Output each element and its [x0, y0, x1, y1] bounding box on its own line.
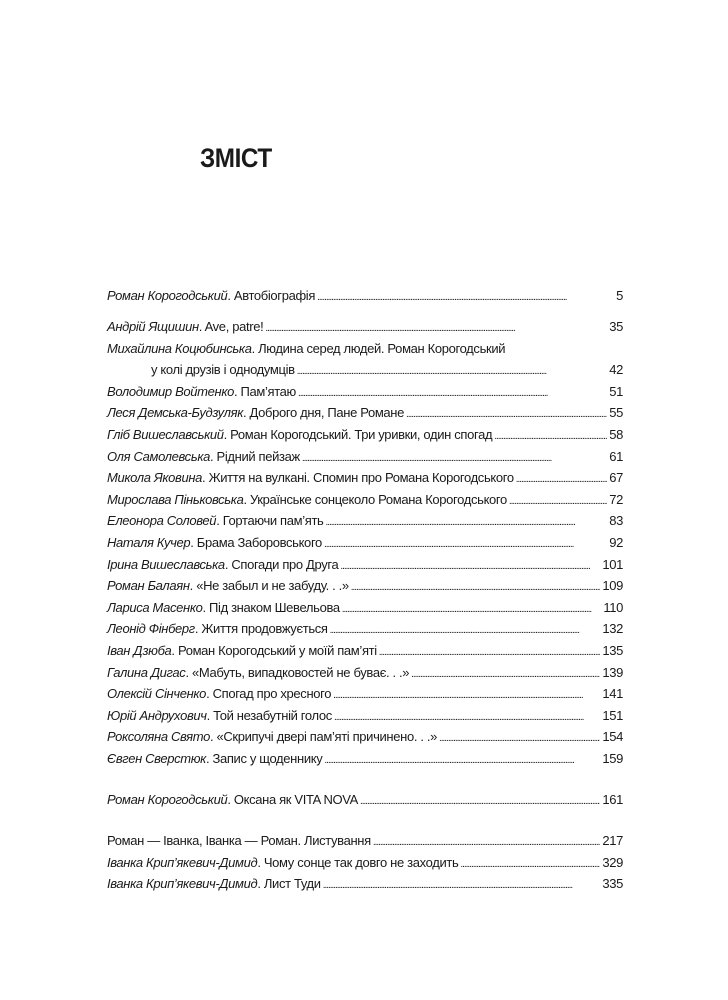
toc-page-number: 139	[602, 664, 623, 680]
toc-page-number: 51	[609, 383, 623, 399]
toc-title: . Життя продовжується	[194, 621, 328, 637]
toc-title: . Автобіографія	[227, 288, 316, 303]
toc-entry[interactable]	[107, 640, 623, 662]
page-title: ЗМІСТ	[200, 143, 272, 173]
toc-author: Євген Сверстюк	[107, 750, 206, 766]
toc-title: Роман — Іванка, Іванка — Роман. Листування	[107, 833, 371, 848]
toc-page-number: 61	[609, 448, 623, 464]
dot-leader	[439, 726, 600, 750]
toc-author: Роксоляна Свято	[107, 729, 210, 745]
toc-title: . Оксана як VITA NOVA	[227, 792, 358, 807]
dot-leader	[324, 532, 607, 556]
toc-author: Юрій Андрухович	[107, 707, 207, 723]
toc-entry[interactable]	[107, 285, 623, 307]
dot-leader	[323, 873, 601, 897]
toc-author: Іван Дзюба	[107, 642, 172, 658]
toc-author: Роман Балаян	[107, 578, 190, 594]
toc-author: Володимир Войтенко	[107, 383, 234, 399]
toc-entry-continuation[interactable]	[107, 359, 623, 381]
toc-title: . Пам’ятаю	[234, 383, 296, 399]
dot-leader	[297, 359, 608, 383]
toc-title: . Той незабутній голос	[206, 707, 332, 723]
toc-author: Леонід Фінберг	[107, 621, 195, 637]
toc-page-number: 159	[602, 750, 623, 766]
toc-title: . Лист Туди	[257, 876, 321, 892]
toc-entry[interactable]	[107, 705, 623, 727]
toc-title: . Рідний пейзаж	[210, 448, 300, 464]
toc-author: Леся Демська-Будзуляк	[107, 405, 243, 421]
toc-page-number: 151	[602, 707, 623, 723]
toc-author: Андрій Ящишин	[107, 319, 199, 334]
toc-page-number: 58	[609, 426, 623, 442]
toc-entry[interactable]	[107, 467, 623, 489]
toc-page-number: 35	[609, 319, 623, 334]
toc-entry[interactable]	[107, 446, 623, 468]
toc-title: . Спогади про Друга	[224, 556, 339, 572]
toc-entry[interactable]	[107, 726, 623, 748]
toc-title: . «Мабуть, випадковостей не буває. . .»	[185, 664, 410, 680]
toc-author: Роман Корогодський	[107, 288, 228, 303]
toc-title: . Запис у щоденнику	[205, 750, 323, 766]
toc-page-number: 92	[609, 534, 623, 550]
dot-leader	[406, 402, 607, 426]
toc-author: Лариса Масенко	[107, 599, 203, 615]
toc-page-number: 72	[609, 491, 623, 507]
toc-entry[interactable]	[107, 852, 623, 874]
toc-group-correspondence	[107, 830, 623, 895]
toc-page-number: 329	[602, 854, 623, 870]
toc-entry[interactable]	[107, 338, 623, 360]
dot-leader	[302, 446, 607, 470]
toc-page-number: 154	[602, 729, 623, 745]
dot-leader	[342, 597, 602, 621]
toc-author: Іванка Крип’якевич-Димид	[107, 876, 258, 892]
dot-leader	[494, 424, 607, 448]
toc-entry[interactable]	[107, 510, 623, 532]
toc-author: Галина Дигас	[107, 664, 186, 680]
toc-entry[interactable]	[107, 683, 623, 705]
toc-title: . Українське сонцеколо Романа Корогодського	[243, 491, 507, 507]
toc-page-number: 135	[602, 642, 623, 658]
dot-leader	[373, 830, 601, 854]
toc-title: . Життя на вулкані. Спомин про Романа Корогодського	[202, 470, 514, 486]
toc-author: Елеонора Соловей	[107, 513, 217, 529]
toc-title: . «Не забыл и не забуду. . .»	[189, 578, 349, 594]
toc-entry[interactable]	[107, 618, 623, 640]
toc-entry[interactable]	[107, 532, 623, 554]
toc-author: Олексій Сінченко	[107, 686, 207, 702]
toc-title: . Спогад про хресного	[206, 686, 332, 702]
dot-leader	[509, 489, 607, 513]
toc-author: Михайлина Коцюбинська	[107, 340, 252, 356]
toc-group-autobiography	[107, 285, 623, 307]
toc-author: Микола Яковина	[107, 470, 203, 486]
toc-entry[interactable]	[107, 748, 623, 770]
toc-title: . Гортаючи пам’ять	[216, 513, 324, 529]
toc-entry[interactable]	[107, 789, 623, 811]
toc-page-number: 67	[609, 470, 623, 486]
toc-entry[interactable]	[107, 316, 623, 338]
toc-entry[interactable]	[107, 597, 623, 619]
toc-page-number: 335	[602, 876, 623, 892]
toc-title: . Чому сонце так довго не заходить	[257, 854, 459, 870]
toc-author: Наталя Кучер	[107, 534, 191, 550]
dot-leader	[360, 789, 600, 813]
dot-leader	[298, 381, 607, 405]
toc-entry[interactable]	[107, 554, 623, 576]
toc-title: . Ave, patre!	[198, 319, 264, 334]
toc-author: Ірина Вишеславська	[107, 556, 225, 572]
toc-title: . Роман Корогодський у моїй пам’яті	[171, 642, 377, 658]
toc-group-oksana	[107, 789, 623, 811]
dot-leader	[333, 683, 600, 707]
dot-leader	[265, 316, 607, 340]
toc-page-number: 161	[602, 792, 623, 807]
toc-title-continuation: у колі друзів і однодумців	[151, 362, 295, 378]
toc-entry[interactable]	[107, 402, 623, 424]
dot-leader	[411, 662, 600, 686]
toc-page-number: 5	[616, 288, 623, 303]
toc-author: Іванка Крип’якевич-Димид	[107, 854, 258, 870]
toc-title: . Доброго дня, Пане Романе	[242, 405, 405, 421]
toc-entry[interactable]	[107, 489, 623, 511]
dot-leader	[330, 618, 601, 642]
toc-page-number: 55	[609, 405, 623, 421]
toc-page-number: 110	[603, 599, 623, 615]
toc-entry[interactable]	[107, 424, 623, 446]
toc-entry[interactable]	[107, 830, 623, 852]
toc-author: Мирослава Піньковська	[107, 491, 244, 507]
dot-leader	[379, 640, 601, 664]
toc-group-memoirs	[107, 316, 623, 769]
toc-entry[interactable]	[107, 575, 623, 597]
toc-page-number: 83	[609, 513, 623, 529]
toc-page-number: 132	[602, 621, 623, 637]
dot-leader	[516, 467, 608, 491]
dot-leader	[340, 554, 600, 578]
toc-title: . Роман Корогодський. Три уривки, один спогад	[223, 426, 493, 442]
dot-leader	[351, 575, 601, 599]
toc-author: Оля Самолевська	[107, 448, 210, 464]
toc-title: . Під знаком Шевельова	[202, 599, 340, 615]
toc-title: . Брама Заборовського	[190, 534, 322, 550]
toc-page-number: 141	[602, 686, 623, 702]
toc-title: . «Скрипучі двері пам’яті причинено. . .»	[209, 729, 438, 745]
toc-title: . Людина серед людей. Роман Корогодський	[251, 340, 506, 356]
toc-page-number: 101	[602, 556, 623, 572]
toc-entry[interactable]	[107, 381, 623, 403]
toc-page-number: 217	[602, 833, 623, 848]
toc-author: Роман Корогодський	[107, 792, 228, 807]
toc-page-number: 109	[602, 578, 623, 594]
toc-page-number: 42	[609, 362, 623, 378]
dot-leader	[325, 510, 607, 534]
dot-leader	[317, 285, 614, 309]
dot-leader	[334, 705, 600, 729]
toc-author: Гліб Вишеславський	[107, 426, 224, 442]
dot-leader	[324, 748, 600, 772]
dot-leader	[460, 852, 600, 876]
toc-entry[interactable]	[107, 873, 623, 895]
toc-entry[interactable]	[107, 662, 623, 684]
